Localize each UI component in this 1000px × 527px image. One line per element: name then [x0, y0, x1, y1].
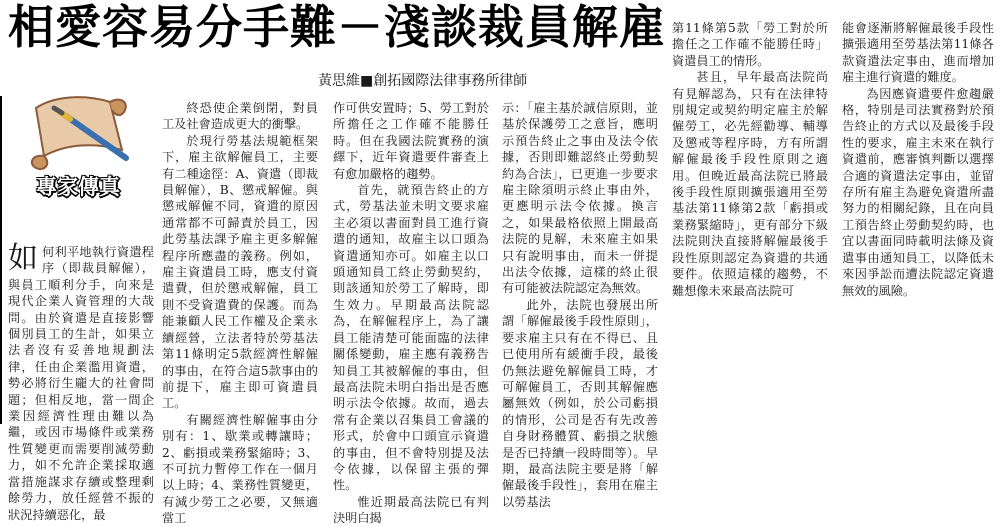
paragraph: 終恐使企業倒閉，對員工及社會造成更大的衝擊。	[162, 101, 318, 132]
paragraph: 示：「雇主基於誠信原則，並基於保護勞工之意旨，應明示預告終止之事由及法令依據，否則即難認終止勞動契約為合法」，已更進一步要求雇主除須明示終止事由外，更應明示法令依據。換言之，如果最格依照上開最高法院的見解，未來雇主如果只有說明事由，而未一併提出法令依據，這樣的終止很有可能被法院認定為無效。	[502, 101, 658, 296]
paragraph: 能會逐漸將解僱最後手段性擴張適用至勞基法第11條各款資遣法定事由，進而增加雇主進行資遣的難度。	[842, 21, 994, 85]
paragraph: 何利平地執行資遣程序（即裁員解僱），與員工順利分手，向來是現代企業人資管理的大哉問。由於資遣是直接影響個別員工的生計，如果立法者沒有妥善地規劃法律，任由企業濫用資遣，勢必將衍生龐大的社會問題；但相反地，當一間企業因經濟性理由難以為繼，或因市場條件或業務性質變更而需要削減勞動力，如不允許企業採取適當措施謀求存續或整理剩餘勞力，放任經營不振的狀況持續惡化，最	[8, 245, 154, 522]
paragraph: 此外，法院也發展出所謂「解僱最後手段性原則」，要求雇主只有在不得已、且已使用所有緩衝手段，最後仍無法避免解僱員工時，才可解僱員工，否則其解僱應屬無效（例如，於公司虧損的情形，公司是否有先改善自身財務體質、虧損之狀態是否已持續一段時間等）。早期，最高法院主要是將「解僱最後手段性」，套用在雇主以勞基法	[502, 297, 658, 509]
article-title: 相愛容易分手難－淺談裁員解雇	[8, 0, 666, 54]
drop-cap: 如	[8, 241, 38, 276]
paragraph: 有關經濟性解僱事由分別有：1、歇業或轉讓時；2、虧損或業務緊縮時；3、不可抗力暫停工作在一個月以上時；4、業務性質變更，有減少勞工之必要，又無適當工	[162, 412, 318, 526]
paragraph: 甚且，早年最高法院尚有見解認為，只有在法律特別規定或契約明定雇主於解僱勞工，必先經勸導、輔導及懲戒等程序時，方有所謂解僱最後手段性原則之適用。但晚近最高法院已將最後手段性原則擴張適用至勞基法第11條第2款「虧損或業務緊縮時」，更有部分下級法院則決直接將解僱最後手段性原則認定為資遣的共通要件。依照這樣的趨勢，不難想像未來最高法院可	[672, 70, 828, 298]
article-column-3	[333, 100, 489, 526]
article-column-5	[672, 20, 828, 424]
paragraph: 為因應資遣要件愈趨嚴格，特別是司法實務對於預告終止的方式以及最後手段性的要求，雇主未來在執行資遣前，應審慎判斷以選擇合適的資遣法定事由，並留存所有雇主為避免資遣所盡努力的相關紀錄，且在向員工預告終止勞動契約時，也宜以書面同時載明法條及資遣事由通知員工，以降低未來因爭訟而遭法院認定資遣無效的風險。	[842, 86, 994, 298]
article-column-2	[162, 100, 318, 526]
paragraph: 惟近期最高法院已有判決明白揭	[333, 494, 489, 526]
article-byline: 黃思維■創拓國際法律事務所律師	[318, 73, 528, 89]
column-label: 專家傳真	[36, 175, 120, 199]
article-column-6	[842, 20, 994, 424]
paragraph: 於現行勞基法規範框架下，雇主欲解僱員工，主要有二種途徑：A、資遣（即裁員解僱），B、懲戒解僱。與懲戒解僱不同，資遣的原因通常都不可歸責於員工，因此勞基法課予雇主更多解僱程序所應盡的義務。例如，雇主資遣員工時，應支付資遣費，但於懲戒解僱，員工則不受資遣費的保護。而為能兼顧人民工作權及企業永續經營，立法者特於勞基法第11條明定5款經濟性解僱的事由，在符合這5款事由的前提下，雇主即可資遣員工。	[162, 133, 318, 411]
scroll-quill-icon	[14, 88, 138, 178]
left-vertical-rule	[0, 96, 2, 424]
paragraph: 首先，就預告終止的方式，勞基法並未明文要求雇主必須以書面對員工進行資遣的通知，故雇主以口頭為資遣通知亦可。如雇主以口頭通知員工終止勞動契約，則該通知於勞工了解時，即生效力。早期最高法院認為，在解僱程序上，為了讓員工能清楚可能面臨的法律關係變動，雇主應有義務告知員工其被解僱的事由，但最高法院未明白指出是否應明示法令依據。故而，過去常有企業以召集員工會議的形式，於會中口頭宣示資遣的事由，但不會特別提及法令依據，以保留主張的彈性。	[333, 183, 489, 493]
paragraph: 第11條第5款「勞工對於所擔任之工作確不能勝任時」資遣員工的情形。	[672, 21, 828, 68]
paragraph: 作可供安置時；5、勞工對於所擔任之工作確不能勝任時。但在我國法院實務的演繹下，近年資遣要件審查上有愈加嚴格的趨勢。	[333, 101, 489, 181]
article-column-1	[8, 241, 154, 522]
expert-column-logo	[14, 88, 138, 208]
article-column-4	[502, 100, 658, 509]
